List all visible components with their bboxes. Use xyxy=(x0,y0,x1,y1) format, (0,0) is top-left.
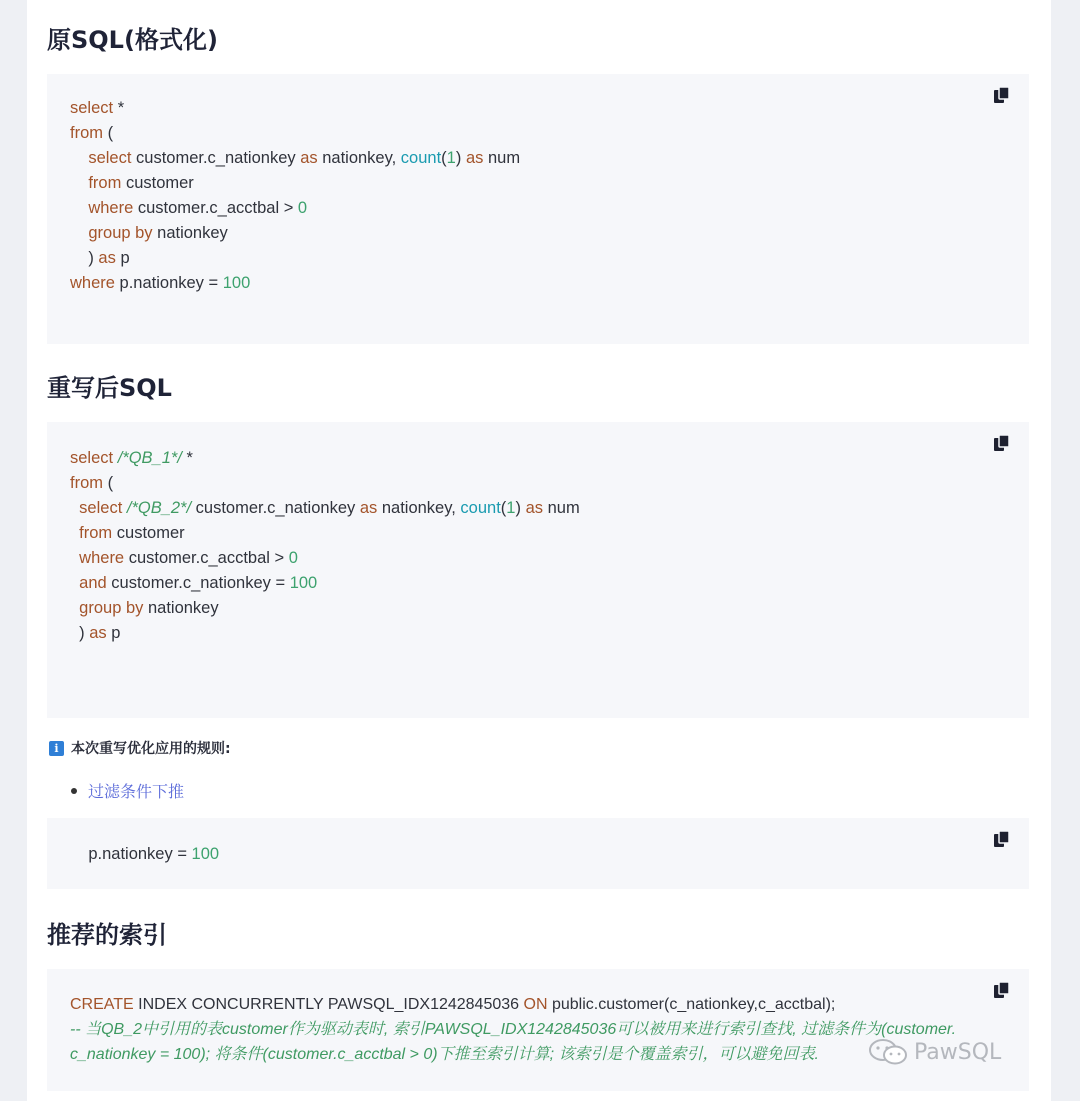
code-token xyxy=(70,224,88,242)
code-token: public.customer(c_nationkey,c_acctbal); xyxy=(551,996,836,1013)
code-token: as xyxy=(465,149,488,167)
code-line xyxy=(70,121,1009,146)
code-token xyxy=(70,149,88,167)
code-token: -- 当QB_2中引用的表customer作为驱动表时, 索引PAWSQL_IDX1242845036可以被用来进行索引查找, 过滤条件为(customer. xyxy=(70,1021,957,1038)
code-token: ) xyxy=(70,624,90,642)
code-token xyxy=(70,174,88,192)
code-line xyxy=(70,596,1009,621)
recommended-index-title: 推荐的索引 xyxy=(47,921,167,949)
rules-heading xyxy=(49,738,231,758)
rule-condition-code xyxy=(70,842,1009,867)
code-token xyxy=(70,499,79,517)
watermark-text: PawSQL xyxy=(914,1039,1002,1065)
wechat-icon xyxy=(868,1038,908,1066)
code-line xyxy=(70,446,1009,471)
code-token: /*QB_2*/ xyxy=(126,499,196,517)
code-token: group by xyxy=(88,224,158,242)
code-token: ) xyxy=(70,249,99,267)
code-line xyxy=(70,246,1009,271)
code-token: * xyxy=(186,449,193,467)
code-token: ( xyxy=(107,474,114,492)
code-token: * xyxy=(117,99,125,117)
code-token: p.nationkey = xyxy=(70,845,192,863)
code-token: customer xyxy=(125,174,194,192)
code-token: ) xyxy=(515,499,526,517)
code-token: p xyxy=(120,249,130,267)
code-token: 0 xyxy=(297,199,308,217)
code-token: num xyxy=(547,499,580,517)
rewritten-sql-title: 重写后SQL xyxy=(47,374,172,402)
code-token xyxy=(70,524,79,542)
code-token xyxy=(70,549,79,567)
code-token: as xyxy=(525,499,548,517)
info-icon: i xyxy=(49,741,64,756)
code-token: 100 xyxy=(191,845,220,863)
code-token: customer.c_nationkey xyxy=(136,149,301,167)
code-token: count xyxy=(400,149,442,167)
code-line xyxy=(70,571,1009,596)
code-line xyxy=(70,842,1009,867)
code-token: nationkey xyxy=(157,224,228,242)
code-token: where xyxy=(70,274,120,292)
code-token: nationkey xyxy=(147,599,219,617)
code-token: select xyxy=(79,499,127,517)
copy-icon[interactable] xyxy=(993,981,1011,999)
code-token: customer.c_acctbal > xyxy=(128,549,289,567)
code-line xyxy=(70,471,1009,496)
report-panel xyxy=(27,0,1051,1101)
copy-icon[interactable] xyxy=(993,434,1011,452)
code-token: select xyxy=(70,99,118,117)
code-token: ( xyxy=(500,499,507,517)
code-token: as xyxy=(300,149,323,167)
rule-condition-codeblock xyxy=(47,818,1029,889)
copy-icon[interactable] xyxy=(993,86,1011,104)
code-token: select xyxy=(70,449,118,467)
code-line xyxy=(70,496,1009,521)
code-token: ( xyxy=(107,124,114,142)
original-sql-codeblock xyxy=(47,74,1029,344)
code-token xyxy=(70,574,79,592)
code-token xyxy=(70,599,79,617)
code-token: as xyxy=(359,499,382,517)
code-line xyxy=(70,146,1009,171)
code-token: ( xyxy=(441,149,447,167)
code-token: 100 xyxy=(222,274,251,292)
code-line xyxy=(70,992,1009,1017)
code-line xyxy=(70,621,1009,646)
code-token: where xyxy=(88,199,138,217)
code-token: c_nationkey = 100); 将条件(customer.c_acctbal > 0)下推至索引计算; 该索引是个覆盖索引，可以避免回表. xyxy=(70,1046,819,1063)
rewritten-sql-code xyxy=(70,446,1009,646)
code-line xyxy=(70,196,1009,221)
code-line xyxy=(70,221,1009,246)
rules-heading-text: 本次重写优化应用的规则: xyxy=(71,741,231,757)
code-token: p.nationkey = xyxy=(119,274,223,292)
code-token: nationkey, xyxy=(381,499,461,517)
code-token xyxy=(70,199,88,217)
code-line xyxy=(70,271,1009,296)
code-token: where xyxy=(79,549,129,567)
code-token: CREATE xyxy=(70,996,139,1013)
code-token: INDEX CONCURRENTLY PAWSQL_IDX1242845036 xyxy=(138,996,524,1013)
code-token: as xyxy=(98,249,121,267)
code-line xyxy=(70,546,1009,571)
code-token: num xyxy=(487,149,521,167)
rewritten-sql-codeblock xyxy=(47,422,1029,718)
code-token: from xyxy=(70,124,108,142)
original-sql-code xyxy=(70,96,1009,296)
code-token: p xyxy=(111,624,121,642)
code-token: nationkey, xyxy=(322,149,401,167)
code-token: customer.c_nationkey = xyxy=(111,574,290,592)
bullet-icon xyxy=(71,788,77,794)
code-line xyxy=(70,521,1009,546)
code-token: select xyxy=(88,149,137,167)
code-token: /*QB_1*/ xyxy=(117,449,187,467)
copy-icon[interactable] xyxy=(993,830,1011,848)
code-token: customer.c_nationkey xyxy=(195,499,360,517)
code-token: from xyxy=(79,524,117,542)
code-line xyxy=(70,96,1009,121)
watermark xyxy=(868,1038,1001,1066)
code-line xyxy=(70,171,1009,196)
code-token: 1 xyxy=(506,499,516,517)
code-token: customer.c_acctbal > xyxy=(137,199,298,217)
code-token: and xyxy=(79,574,112,592)
code-token: from xyxy=(70,474,108,492)
rule-link[interactable]: 过滤条件下推 xyxy=(88,782,185,801)
code-token: count xyxy=(460,499,501,517)
code-token: from xyxy=(88,174,126,192)
code-token: 1 xyxy=(446,149,456,167)
code-token: 0 xyxy=(288,549,298,567)
rule-item[interactable] xyxy=(71,779,184,802)
original-sql-title: 原SQL(格式化) xyxy=(47,26,218,54)
code-token: 100 xyxy=(289,574,318,592)
index-codeblock xyxy=(47,969,1029,1091)
code-token: group by xyxy=(79,599,148,617)
code-token: customer xyxy=(116,524,185,542)
code-token: ) xyxy=(455,149,466,167)
code-token: as xyxy=(89,624,112,642)
code-token: ON xyxy=(523,996,552,1013)
